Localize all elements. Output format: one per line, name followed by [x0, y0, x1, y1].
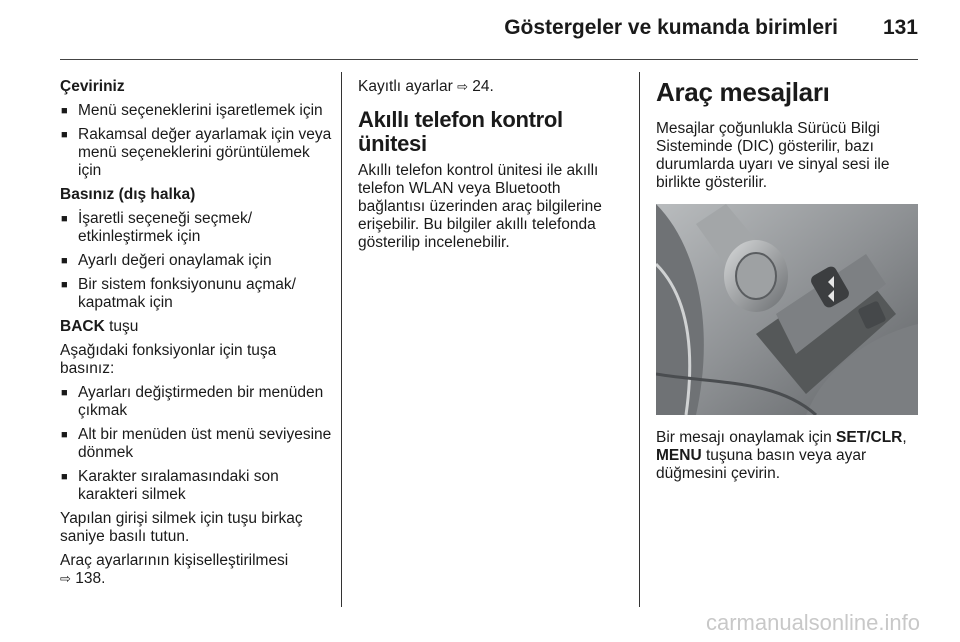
section-heading-vehicle-messages: Araç mesajları: [656, 77, 830, 107]
turn-heading: Çeviriniz: [60, 78, 125, 95]
column-divider-2: [639, 72, 640, 607]
list-item: ■ Alt bir menüden üst menü seviyesine dönmek: [60, 426, 332, 462]
steering-stalk-illustration: [656, 204, 918, 415]
confirm-instruction: [656, 429, 920, 483]
page-header: [0, 0, 960, 60]
column-2: [358, 78, 630, 258]
page-reference-icon: ⇨: [60, 571, 71, 586]
header-divider: [60, 59, 918, 60]
personalization-reference: [60, 552, 332, 588]
section-heading-smartphone: Akıllı telefon kontrol ünitesi: [358, 107, 563, 156]
watermark: carmanualsonline.info: [705, 610, 920, 635]
list-item: ■ Menü seçeneklerini işaretlemek için: [60, 102, 332, 120]
column-1: [60, 78, 332, 594]
menu-key-label: MENU: [656, 447, 702, 464]
header-title: Göstergeler ve kumanda birimleri: [504, 16, 838, 39]
personalization-text: Araç ayarlarının kişiselleştirilmesi: [60, 552, 289, 569]
saved-settings-text: Kayıtlı ayarlar: [358, 78, 453, 95]
list-item: ■ Ayarları değiştirmeden bir menüden çıkmak: [60, 384, 332, 420]
back-key-heading: [60, 318, 332, 336]
setclr-key-label: SET/CLR: [836, 429, 903, 446]
personalization-page-link[interactable]: 138.: [75, 570, 106, 587]
page-number: 131: [882, 16, 918, 39]
column-3: [656, 78, 920, 489]
back-key-label: BACK: [60, 318, 105, 335]
saved-settings-page-link[interactable]: 24.: [472, 78, 494, 95]
column-divider-1: [341, 72, 342, 607]
list-item: ■ Rakamsal değer ayarlamak için veya menü seçeneklerini görüntülemek için: [60, 126, 332, 180]
smartphone-body: Akıllı telefon kontrol ünitesi ile akıllı telefon WLAN veya Bluetooth bağlantısı üzerinden araç bilgilerine erişebilir. Bu bilgiler akıllı telefonda gösterilip incelenebilir.: [358, 162, 602, 251]
turn-list: [60, 102, 332, 180]
press-list: [60, 210, 332, 312]
list-item: ■ Bir sistem fonksiyonunu açmak/ kapatmak için: [60, 276, 332, 312]
confirm-suffix: tuşuna basın veya ayar düğmesini çevirin.: [656, 447, 867, 482]
vehicle-messages-intro: Mesajlar çoğunlukla Sürücü Bilgi Sisteminde (DIC) gösterilir, bazı durumlarda uyarı ve sinyal sesi ile birlikte gösterilir.: [656, 120, 890, 191]
press-heading: Basınız (dış halka): [60, 186, 196, 203]
comma: ,: [902, 429, 907, 446]
confirm-prefix: Bir mesajı onaylamak için: [656, 429, 837, 446]
delete-hint: Yapılan girişi silmek için tuşu birkaç saniye basılı tutun.: [60, 510, 303, 545]
back-key-suffix: tuşu: [104, 318, 139, 335]
saved-settings-reference: [358, 78, 630, 96]
back-list: [60, 384, 332, 504]
back-intro: Aşağıdaki fonksiyonlar için tuşa basınız:: [60, 342, 277, 377]
list-item: ■ Ayarlı değeri onaylamak için: [60, 252, 332, 270]
page-reference-icon: ⇨: [457, 79, 468, 94]
list-item: ■ Karakter sıralamasındaki son karakteri silmek: [60, 468, 332, 504]
steering-stalk-photo: [656, 204, 918, 415]
list-item: ■ İşaretli seçeneği seçmek/ etkinleştirmek için: [60, 210, 332, 246]
